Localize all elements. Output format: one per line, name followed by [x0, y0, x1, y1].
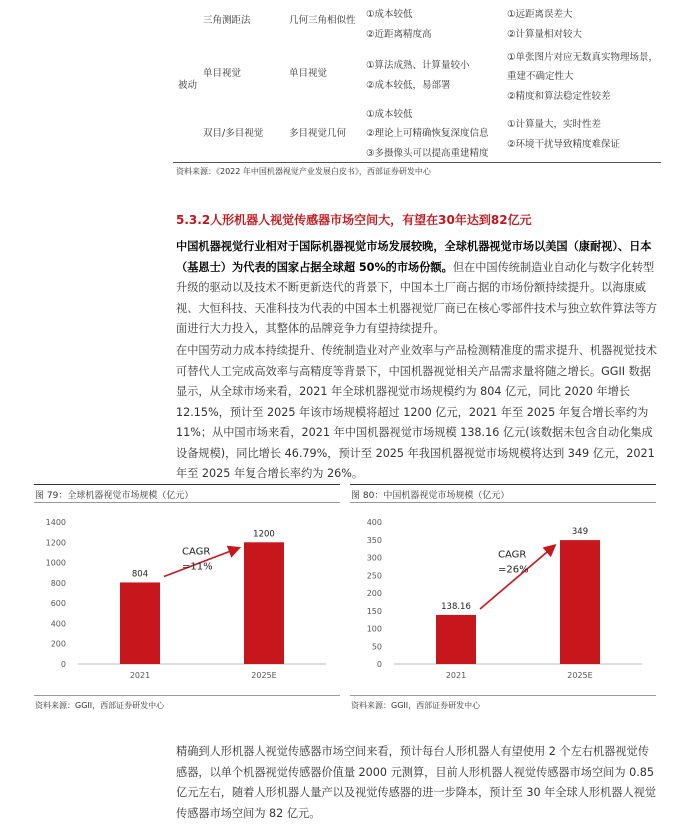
pros-cell: ②成本较低，易部署 [366, 80, 451, 91]
figure-79-source: 资料来源：GGII，西部证券研发中心 [35, 701, 165, 710]
pros-cell: ①成本较低 [366, 109, 413, 120]
cons-cell: ①计算量大，实时性差 [507, 119, 602, 130]
paragraph-3-text: 精确到人形机器人视觉传感器市场空间来看，预计每台人形机器人有望使用 2 个左右机器视觉传感器，以单个机器视觉传感器价值量 2000 元测算，目前人形机器人视觉传感器市场空间为 0.85 亿元左右，随着人形机器人量产以及视觉传感器的进一步降本，预计至 30 年全球人形机器人视觉传感器市场空间为 82 亿元。 [176, 745, 657, 820]
cons-cell: 重建不确定性大 [507, 71, 574, 82]
cagr-annotation: CAGR [498, 549, 527, 561]
y-tick-label: 1000 [45, 558, 66, 568]
method-cell: 双目/多目视觉 [203, 128, 264, 139]
figure-80-top-rule [350, 484, 656, 485]
principle-cell: 多目视觉几何 [289, 128, 347, 139]
y-tick-label: 250 [366, 571, 382, 581]
cons-cell: ②环境干扰导致精度难保证 [507, 139, 621, 150]
x-tick-label: 2021 [445, 671, 467, 680]
paragraph-2 [176, 341, 660, 485]
figure-79-bottom-rule [34, 695, 340, 696]
y-tick-label: 800 [50, 578, 66, 588]
y-tick-label: 200 [366, 589, 382, 598]
y-tick-label: 50 [371, 642, 382, 652]
y-tick-label: 400 [366, 518, 382, 527]
figure-80-bottom-rule [350, 695, 656, 696]
table-bottom-rule [173, 162, 661, 163]
cons-cell: ①远距离误差大 [507, 9, 573, 20]
side-label: 被动 [178, 80, 198, 91]
figure-80-source: 资料来源：GGII，西部证券研发中心 [351, 701, 481, 710]
bar-2021 [436, 615, 476, 664]
y-tick-label: 1400 [45, 518, 66, 527]
figure-80-title: 图 80：中国机器视觉市场规模（亿元） [351, 491, 510, 501]
cons-cell: ①单张图片对应无数真实物理场景， [507, 52, 659, 63]
figure-80-title-rule [350, 502, 656, 503]
paragraph-1-body: 但在中国传统制造业自动化与数字化转型升级的驱动以及技术不断更新迭代的背景下，中国本土厂商占据的市场份额持续提升。以海康威视、大恒科技、天准科技为代表的中国本土机器视觉厂商已在核心零部件技术与独立软件算法等方面进行大力投入，其整体的品牌竞争力有望持续提升。 [176, 260, 658, 335]
y-tick-label: 0 [60, 660, 66, 669]
principle-cell: 几何三角相似性 [289, 15, 356, 26]
x-tick-label: 2021 [129, 671, 151, 680]
method-cell: 三角测距法 [203, 15, 251, 26]
figure-79-title: 图 79：全球机器视觉市场规模（亿元） [35, 491, 194, 501]
pros-cell: ②理论上可精确恢复深度信息 [366, 128, 489, 139]
data-label: 1200 [253, 529, 275, 540]
figure-79-top-rule [34, 484, 340, 485]
paragraph-3 [176, 742, 660, 824]
pros-cell: ②近距离精度高 [366, 29, 432, 40]
paragraph-2-text: 在中国劳动力成本持续提升、传统制造业对产业效率与产品检测精准度的需求提升、机器视觉技术可替代人工完成高效率与高精度等背景下，中国机器视觉相关产品需求量将随之增长。GGII 数据显示，从全球市场来看，2021 年全球机器视觉市场规模约为 804 亿元，同比 2020 年增长 12.15%，预计至 2025 年该市场规模将超过 1200 亿元，2021 年至 2025 年复合增长率约为 11%；从中国市场来看，2021 年中国机器视觉市场规模 138.16 亿元(该数据未包含自动化集成设备规模)，同比增长 46.79%，预计至 2025 年我国机器视觉市场规模将达到 349 亿元，2021 年至 2025 年复合增长率约为 26%。 [176, 344, 658, 480]
bar-2021 [120, 582, 160, 664]
data-label: 349 [571, 527, 589, 538]
cagr-annotation: CAGR [182, 546, 211, 558]
y-tick-label: 150 [366, 606, 382, 616]
y-tick-label: 0 [376, 660, 382, 669]
cons-cell: ②精度和算法稳定性较差 [507, 91, 611, 102]
y-tick-label: 1200 [45, 538, 66, 548]
paragraph-1 [176, 237, 660, 340]
figure-79-title-rule [34, 502, 340, 503]
x-tick-label: 2025E [251, 671, 277, 680]
pros-cell: ①算法成熟、计算量较小 [366, 60, 470, 71]
china-market-chart [346, 506, 656, 692]
y-tick-label: 350 [366, 535, 382, 545]
y-tick-label: 200 [50, 639, 66, 649]
data-label: 138.16 [441, 601, 471, 612]
bar-2025E [560, 540, 600, 664]
y-tick-label: 400 [50, 619, 66, 629]
pros-cell: ③多摄像头可以提高重建精度 [366, 148, 489, 159]
x-tick-label: 2025E [567, 671, 593, 680]
bar-2025E [244, 542, 284, 664]
y-tick-label: 600 [50, 599, 66, 609]
pros-cell: ①成本较低 [366, 9, 413, 20]
paragraph-1-lead: 中国机器视觉行业相对于国际机器视觉市场发展较晚，全球机器视觉市场以美国（康耐视）、日本（基恩士）为代表的国家占据全球超 50%的市场份额。 [176, 240, 652, 274]
data-label: 804 [131, 569, 149, 580]
table-source: 资料来源：《2022 年中国机器视觉产业发展白皮书》，西部证券研发中心 [176, 167, 431, 176]
global-market-chart [30, 506, 340, 692]
section-title: 5.3.2人形机器人视觉传感器市场空间大，有望在30年达到82亿元 [176, 213, 532, 227]
cagr-annotation: =11% [182, 561, 213, 573]
principle-cell: 单目视觉 [289, 68, 328, 79]
method-cell: 单目视觉 [203, 68, 242, 79]
cons-cell: ②计算量相对较大 [507, 29, 583, 40]
y-tick-label: 100 [366, 624, 382, 634]
y-tick-label: 300 [366, 553, 382, 563]
cagr-annotation: =26% [498, 564, 529, 576]
